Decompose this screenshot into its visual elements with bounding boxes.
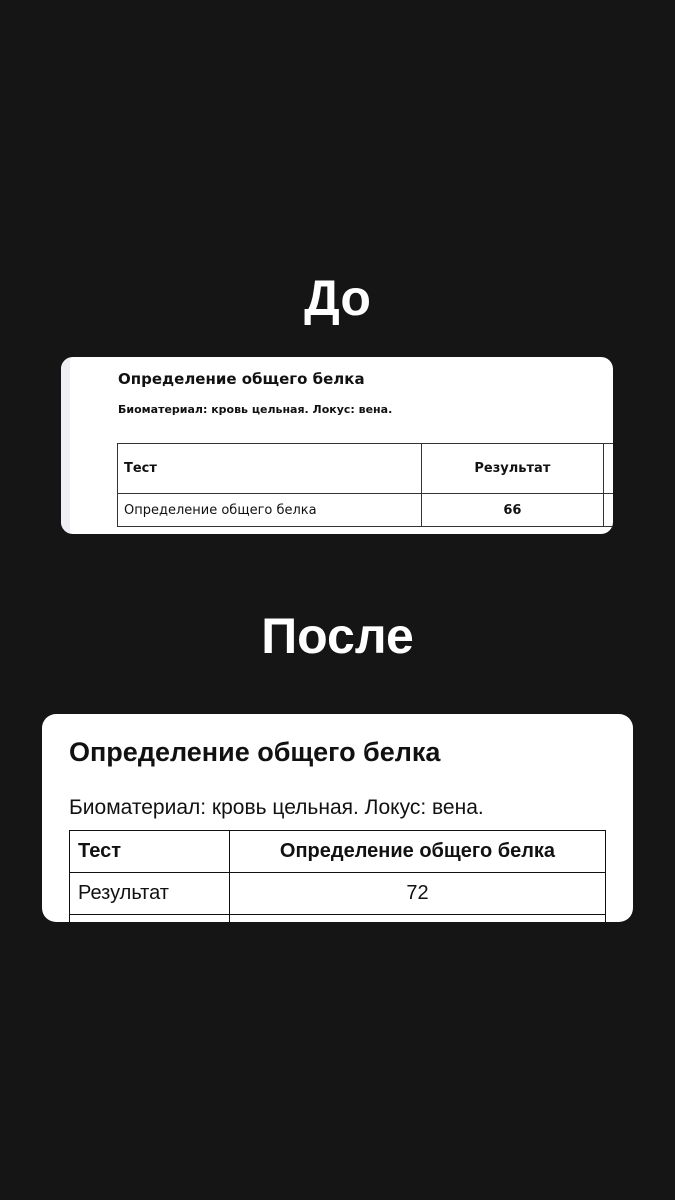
row-cell-extra [603,494,613,527]
after-report-subtitle: Биоматериал: кровь цельная. Локус: вена. [69,796,484,819]
row-cell-cropped [230,915,606,923]
table-row [70,873,606,915]
before-heading: До [304,270,371,326]
before-report-card [61,357,613,534]
header-cell-extra [603,444,613,494]
row-cell-result-value: 72 [230,873,606,915]
page-edge-shade [61,357,70,534]
header-cell-test-name: Определение общего белка [230,831,606,873]
header-cell-test: Тест [70,831,230,873]
after-report-title: Определение общего белка [69,737,441,767]
table-header-row [70,831,606,873]
row-cell-cropped [70,915,230,923]
table-header-row [118,444,614,494]
row-cell-test-name: Определение общего белка [118,494,422,527]
before-results-table [117,443,613,527]
after-heading: После [261,608,414,664]
table-row-cropped [70,915,606,923]
before-report-subtitle: Биоматериал: кровь цельная. Локус: вена. [118,403,393,416]
after-results-table [69,830,606,922]
row-cell-result-value: 66 [422,494,604,527]
table-row [118,494,614,527]
header-cell-result: Результат [422,444,604,494]
after-report-card [42,714,633,922]
before-report-title: Определение общего белка [118,370,365,388]
row-cell-label: Результат [70,873,230,915]
header-cell-test: Тест [118,444,422,494]
